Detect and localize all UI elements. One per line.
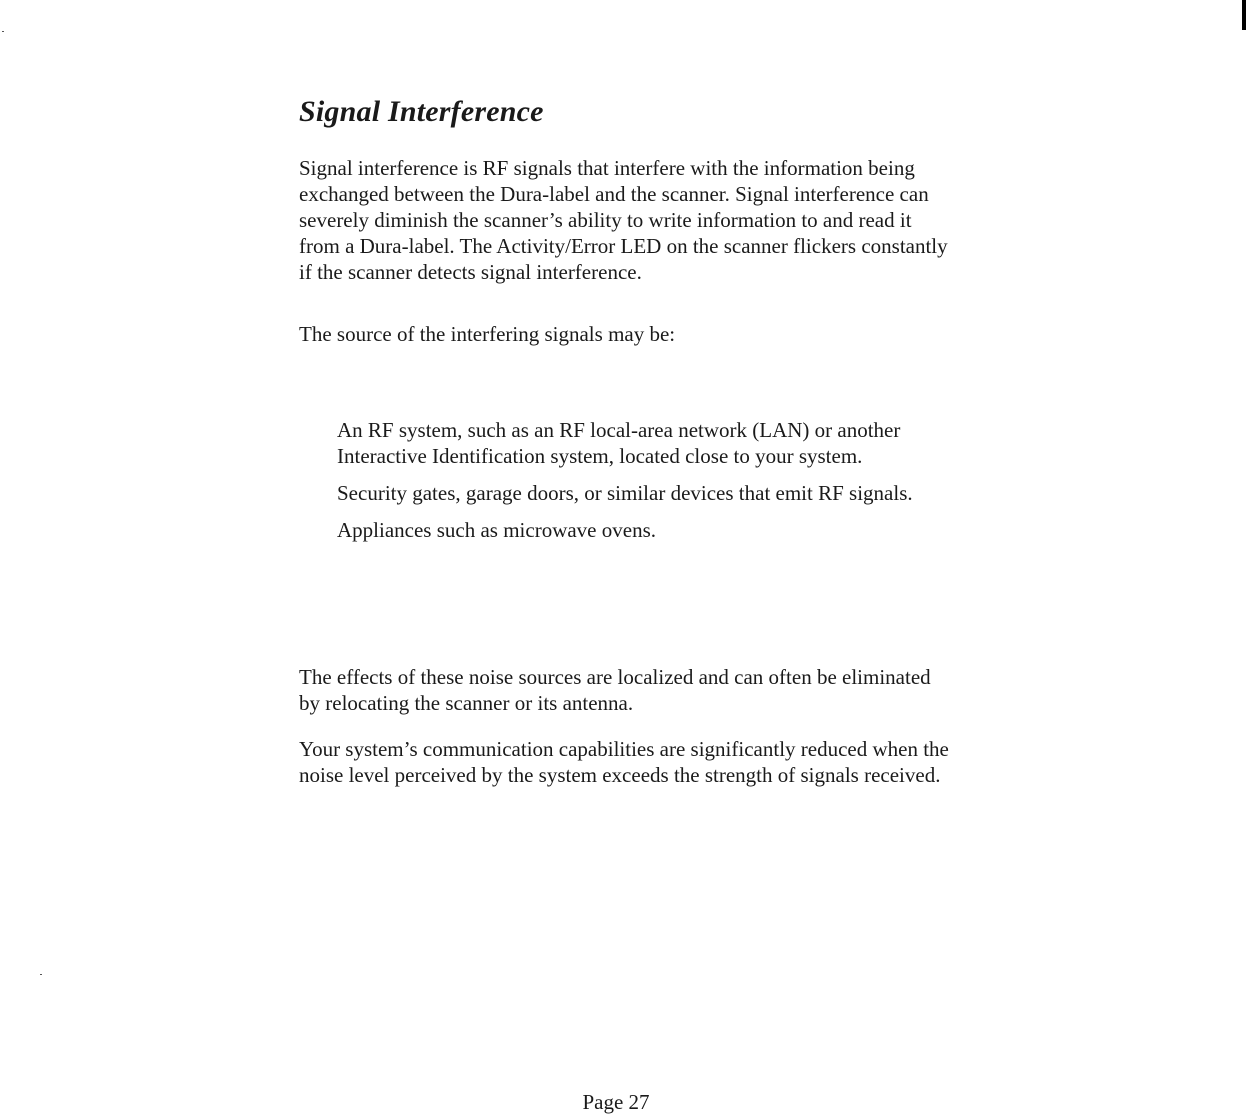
- list-item: Appliances such as microwave ovens.: [337, 518, 656, 542]
- scan-speck: [2, 31, 4, 32]
- section-heading: Signal Interference: [299, 95, 544, 128]
- scan-edge-mark: [1242, 0, 1246, 30]
- sources-intro-paragraph: The source of the interfering signals may be:: [299, 322, 676, 346]
- effects-paragraph: The effects of these noise sources are localized and can often be eliminated by relocating the scanner or its antenna.: [299, 665, 931, 715]
- capabilities-paragraph: Your system’s communication capabilities are significantly reduced when the noise level perceived by the system exceeds the strength of signals received.: [299, 737, 949, 787]
- page-number: Page 27: [582, 1090, 650, 1114]
- interference-sources-list: [337, 417, 937, 554]
- list-item: An RF system, such as an RF local-area network (LAN) or another Interactive Identification system, located close to your system.: [337, 418, 901, 468]
- intro-paragraph: Signal interference is RF signals that interfere with the information being exchanged between the Dura-label and the scanner. Signal interference can severely diminish the scanner’s ability to write information to and read it from a Dura-label. The Activity/Error LED on the scanner flickers constantly if the scanner detects signal interference.: [299, 156, 948, 284]
- list-item: Security gates, garage doors, or similar devices that emit RF signals.: [337, 481, 913, 505]
- scan-speck: [40, 974, 42, 975]
